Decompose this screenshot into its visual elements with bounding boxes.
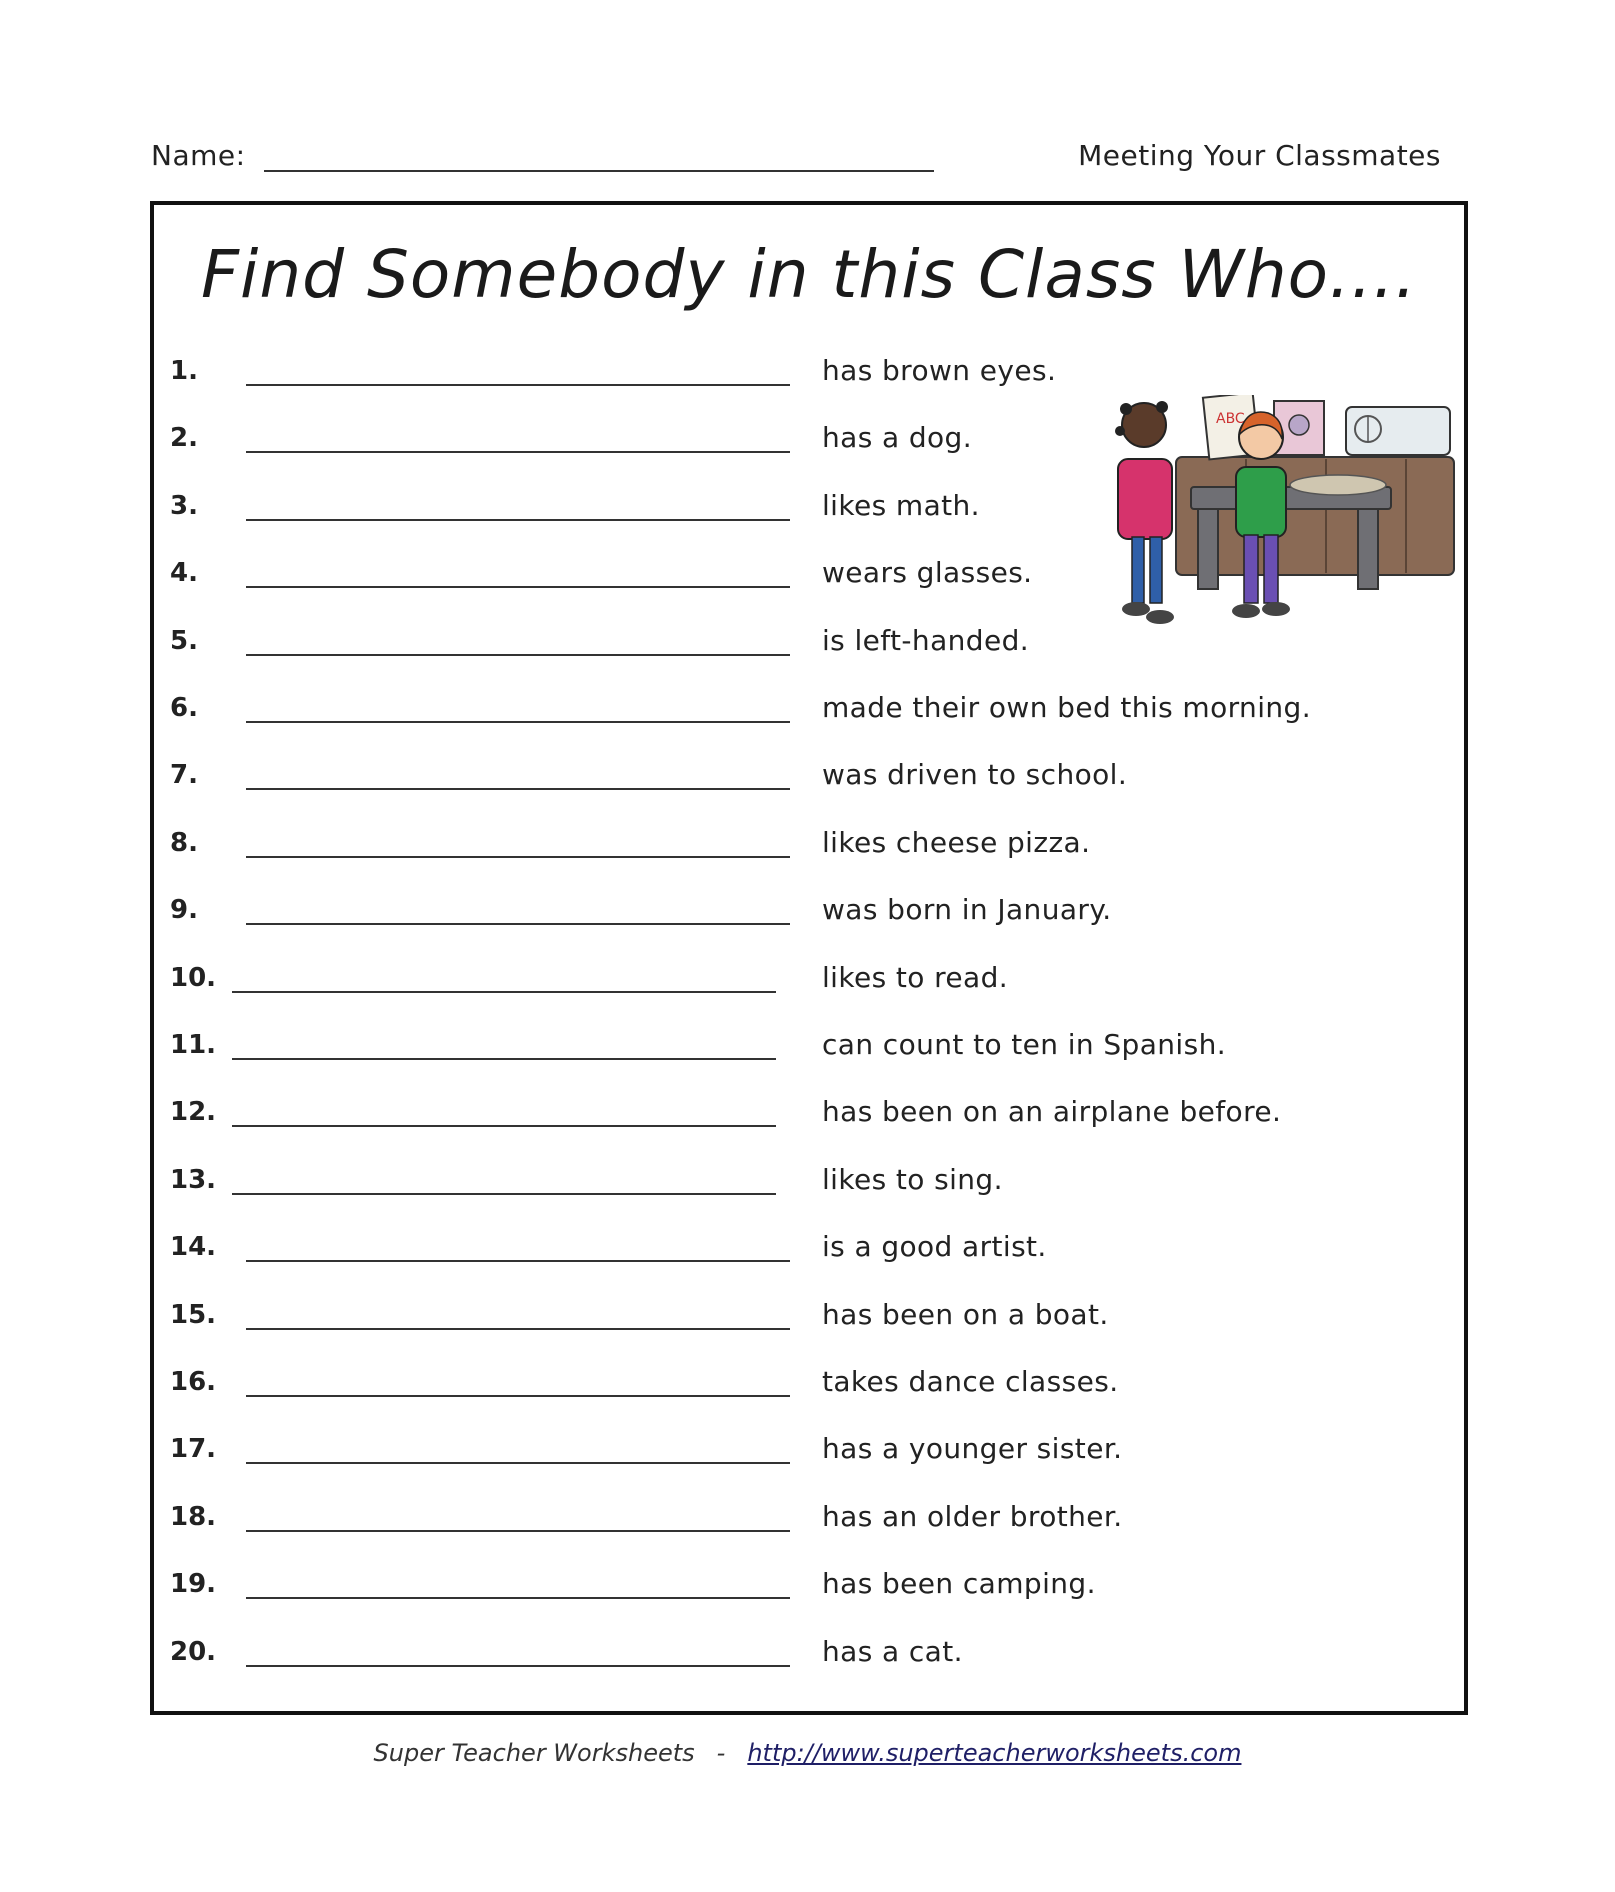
answer-line[interactable] — [232, 1193, 776, 1195]
item-prompt: wears glasses. — [822, 556, 1033, 590]
item-number: 4. — [170, 558, 198, 589]
list-item — [170, 1429, 1450, 1469]
item-prompt: has a dog. — [822, 421, 973, 455]
item-prompt: was driven to school. — [822, 758, 1128, 792]
item-number: 20. — [170, 1636, 217, 1667]
answer-line[interactable] — [246, 856, 790, 858]
item-prompt: has an older brother. — [822, 1499, 1123, 1533]
item-number: 10. — [170, 962, 217, 993]
answer-line[interactable] — [246, 1665, 790, 1667]
item-number: 14. — [170, 1232, 217, 1263]
answer-line[interactable] — [232, 1125, 776, 1127]
list-item — [170, 823, 1450, 863]
answer-line[interactable] — [246, 451, 790, 453]
item-number: 15. — [170, 1299, 217, 1330]
item-prompt: has been on an airplane before. — [822, 1095, 1282, 1129]
list-item — [170, 890, 1450, 930]
item-number: 12. — [170, 1097, 217, 1128]
item-number: 3. — [170, 490, 198, 521]
footer-url-link[interactable]: http://www.superteacherworksheets.com — [747, 1739, 1242, 1767]
item-number: 18. — [170, 1501, 217, 1532]
item-number: 11. — [170, 1030, 217, 1060]
footer-brand: Super Teacher Worksheets — [373, 1739, 695, 1767]
list-item — [170, 1092, 1450, 1132]
worksheet-frame — [150, 201, 1468, 1715]
list-item — [170, 1227, 1450, 1267]
item-number: 19. — [170, 1569, 217, 1600]
answer-line[interactable] — [246, 654, 790, 656]
item-number: 6. — [170, 693, 198, 723]
list-item — [170, 1497, 1450, 1537]
list-item — [170, 1295, 1450, 1335]
worksheet-footer — [0, 1735, 1615, 1771]
answer-line[interactable] — [246, 1597, 790, 1599]
item-prompt: has been camping. — [822, 1567, 1096, 1601]
list-item — [170, 351, 1450, 391]
item-number: 13. — [170, 1164, 217, 1195]
item-prompt: takes dance classes. — [822, 1365, 1119, 1398]
answer-line[interactable] — [246, 519, 790, 521]
item-number: 7. — [170, 760, 198, 791]
item-prompt: is a good artist. — [822, 1230, 1047, 1264]
item-number: 17. — [170, 1434, 217, 1465]
answer-line[interactable] — [246, 1395, 790, 1397]
item-prompt: likes to sing. — [822, 1162, 1003, 1196]
list-item — [170, 688, 1450, 728]
worksheet-header — [151, 136, 1441, 176]
item-number: 9. — [170, 895, 198, 926]
answer-line[interactable] — [232, 1058, 776, 1060]
item-prompt: has been on a boat. — [822, 1297, 1109, 1331]
item-number: 2. — [170, 423, 198, 454]
list-item — [170, 1025, 1450, 1065]
answer-line[interactable] — [232, 991, 776, 993]
item-prompt: made their own bed this morning. — [822, 691, 1311, 724]
classroom-kids-illustration-icon — [1106, 395, 1460, 635]
list-item — [170, 958, 1450, 998]
list-item — [170, 1160, 1450, 1200]
item-prompt: can count to ten in Spanish. — [822, 1028, 1227, 1061]
answer-line[interactable] — [246, 1462, 790, 1464]
name-label: Name: — [151, 139, 246, 172]
item-number: 16. — [170, 1367, 217, 1397]
item-prompt: was born in January. — [822, 893, 1112, 927]
answer-line[interactable] — [246, 586, 790, 588]
list-item — [170, 755, 1450, 795]
list-item — [170, 1362, 1450, 1402]
item-prompt: is left-handed. — [822, 623, 1030, 657]
answer-line[interactable] — [246, 384, 790, 386]
item-prompt: likes cheese pizza. — [822, 825, 1091, 859]
answer-line[interactable] — [246, 721, 790, 723]
item-prompt: has brown eyes. — [822, 354, 1057, 387]
item-number: 5. — [170, 625, 198, 656]
svg-text:ABC: ABC — [1216, 411, 1245, 427]
list-item — [170, 1632, 1450, 1672]
item-prompt: likes math. — [822, 488, 980, 522]
footer-separator: - — [716, 1739, 726, 1767]
item-number: 8. — [170, 827, 198, 858]
answer-line[interactable] — [246, 1260, 790, 1262]
answer-line[interactable] — [246, 923, 790, 925]
item-prompt: has a younger sister. — [822, 1432, 1123, 1466]
worksheet-header-title: Meeting Your Classmates — [1078, 139, 1441, 172]
item-prompt: likes to read. — [822, 960, 1009, 994]
answer-line[interactable] — [246, 1530, 790, 1532]
name-answer-line[interactable] — [264, 170, 934, 172]
answer-line[interactable] — [246, 788, 790, 790]
item-number: 1. — [170, 356, 198, 386]
worksheet-title: Find Somebody in this Class Who.... — [201, 236, 1417, 313]
item-prompt: has a cat. — [822, 1634, 963, 1668]
answer-line[interactable] — [246, 1328, 790, 1330]
list-item — [170, 1564, 1450, 1604]
